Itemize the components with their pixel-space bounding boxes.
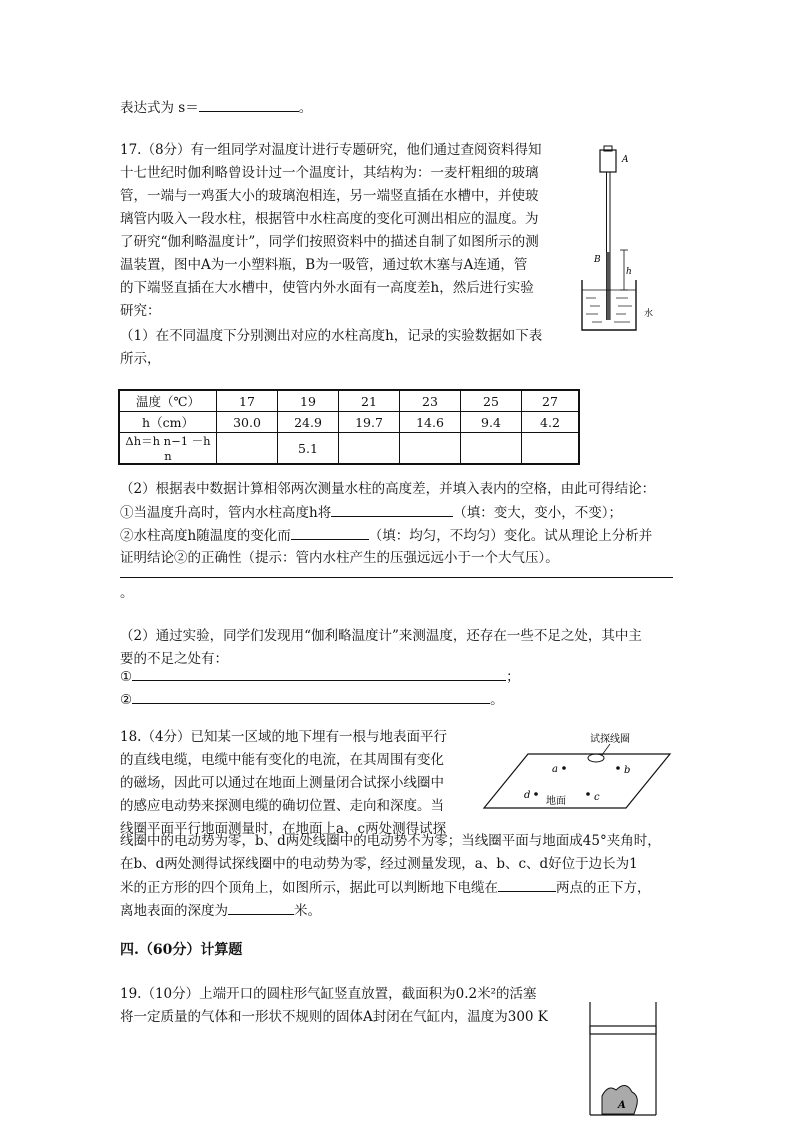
q17-line-4: 璃管内吸入一段水柱，根据管中水柱高度的变化可测出相应的温度。为 [120, 211, 539, 227]
conclusion-2-line-2: 证明结论②的正确性（提示：管内水柱产生的压强远远小于一个大气压）。 [120, 550, 559, 566]
conclusion-1 [120, 502, 622, 523]
point-c [586, 792, 590, 796]
row-header: h（cm） [119, 412, 217, 433]
row-header: Δh＝h n−1 －h n [119, 433, 217, 465]
table-row-delta [119, 433, 579, 465]
q19-line-1: 19.（10分）上端开口的圆柱形气缸竖直放置，截面积为0.2米²的活塞 [120, 986, 537, 1002]
conclusion-1-pre: ①当温度升高时，管内水柱高度h将 [120, 505, 332, 521]
table-cell [400, 433, 461, 465]
conclusion-2 [120, 525, 652, 546]
answer-blank [291, 525, 369, 540]
shortcoming-1-mark: ① [120, 669, 133, 685]
q17-part2-intro: （2）根据表中数据计算相邻两次测量水柱的高度差，并填入表内的空格，由此可得结论： [120, 481, 656, 497]
bottle-a [600, 150, 616, 172]
answer-end: 。 [120, 585, 134, 601]
answer-blank [132, 689, 490, 704]
q18-line-3: 的磁场，因此可以通过在地面上测量闭合试探小线圈中 [120, 775, 444, 791]
label-a: A [618, 1100, 626, 1111]
answer-line [120, 577, 673, 578]
label-a: a [552, 764, 558, 775]
table-cell: 25 [461, 390, 522, 412]
label-c: c [594, 792, 600, 803]
q18-line-7: 在b、d两处测得试探线圈中的电动势为零，经过测量发现，a、b、c、d好位于边长为1 [120, 856, 638, 872]
table-cell: 27 [522, 390, 580, 412]
table-row-temperature [119, 390, 579, 412]
answer-blank [199, 97, 299, 112]
table-cell: 9.4 [461, 412, 522, 433]
table-cell: 14.6 [400, 412, 461, 433]
conclusion-1-post: （填：变大，变小，不变）； [453, 505, 622, 521]
data-table [118, 389, 580, 465]
ground-plane [484, 754, 670, 808]
q17-line-3: 管，一端与一鸡蛋大小的玻璃泡相连，另一端竖直插在水槽中，并使玻 [120, 188, 539, 204]
shortcoming-1-end: ； [506, 669, 520, 685]
conclusion-2-post: （填：均匀，不均匀）变化。试从理论上分析并 [368, 528, 653, 544]
point-b [616, 766, 620, 770]
table-cell: 21 [339, 390, 400, 412]
answer-blank [331, 502, 453, 517]
row-header: 温度（℃） [119, 390, 217, 412]
q17-line-1: 17.（8分）有一组同学对温度计进行专题研究，他们通过查阅资料得知 [120, 142, 542, 158]
piston [590, 1026, 656, 1034]
q18-line-1: 18.（4分）已知某一区域的地下埋有一根与地表面平行 [120, 729, 448, 745]
answer-blank [498, 877, 556, 892]
shortcoming-2-end: 。 [490, 692, 504, 708]
table-cell: 17 [217, 390, 278, 412]
q18-line-8 [120, 877, 651, 898]
galileo-thermometer-figure [572, 140, 662, 340]
table-cell [461, 433, 522, 465]
q18-line-6: 线圈中的电动势为零，b、d两处线圈中的电动势不为零；当线圈平面与地面成45°夹角时， [120, 833, 661, 849]
table-cell [522, 433, 580, 465]
expr-prefix: 表达式为 s＝ [120, 100, 199, 116]
q17-part3-line-2: 要的不足之处有： [120, 651, 228, 667]
coil-label: 试探线圈 [590, 734, 630, 745]
table-cell [339, 433, 400, 465]
table-cell: 19 [278, 390, 339, 412]
coil-pointer [602, 744, 610, 755]
q17-line-5: 了研究“伽利略温度计”，同学们按照资料中的描述自制了如图所示的测 [120, 234, 539, 250]
q18-line-8-pre: 米的正方形的四个顶角上，如图所示，据此可以判断地下电缆在 [120, 880, 498, 896]
q18-line-5: 线圈平面平行地面测量时，在地面上a、c两处测得试探 [120, 821, 447, 837]
q18-line-9 [120, 900, 321, 921]
coil [588, 754, 604, 762]
shortcoming-1 [120, 666, 520, 687]
table-cell: 4.2 [522, 412, 580, 433]
water-column [607, 252, 611, 320]
q19-line-2: 将一定质量的气体和一形状不规则的固体A封闭在气缸内，温度为300 K [120, 1009, 548, 1025]
q17-part1-line-2: 所示， [120, 351, 161, 367]
q17-line-8: 研究： [120, 303, 161, 319]
q18-line-8-post: 两点的正下方， [556, 880, 651, 896]
conclusion-2-pre: ②水柱高度h随温度的变化而 [120, 528, 291, 544]
q17-line-6: 温装置，图中A为一小塑料瓶，B为一吸管，通过软木塞与A连通，管 [120, 257, 528, 273]
ground-coil-figure [478, 732, 674, 812]
q18-line-4: 的感应电动势来探测电缆的确切位置、走向和深度。当 [120, 798, 444, 814]
q18-line-2: 的直线电缆，电缆中能有变化的电流，在其周围有变化 [120, 752, 444, 768]
answer-blank [132, 666, 506, 681]
label-b: b [624, 765, 631, 776]
section-4-title: 四.（60分）计算题 [120, 942, 243, 958]
label-h: h [626, 267, 632, 277]
label-b: B [594, 255, 601, 265]
label-a: A [622, 155, 629, 165]
cylinder-figure [586, 1002, 662, 1118]
shortcoming-2 [120, 689, 504, 710]
q17-line-2: 十七世纪时伽利略曾设计过一个温度计，其结构为：一麦杆粗细的玻璃 [120, 165, 539, 181]
shortcoming-2-mark: ② [120, 692, 133, 708]
q17-part3-line-1: （2）通过实验，同学们发现用“伽利略温度计”来测温度，还存在一些不足之处，其中主 [120, 628, 642, 644]
label-d: d [524, 790, 531, 801]
table-cell: 19.7 [339, 412, 400, 433]
label-water: 水 [644, 309, 654, 319]
expr-suffix: 。 [298, 100, 313, 116]
q18-line-9-post: 米。 [294, 903, 321, 919]
point-a [562, 766, 566, 770]
table-cell [217, 433, 278, 465]
table-cell: 23 [400, 390, 461, 412]
point-d [534, 792, 538, 796]
answer-blank [228, 900, 294, 915]
expr-line [120, 97, 312, 118]
q18-line-9-pre: 离地表面的深度为 [120, 903, 228, 919]
table-cell: 5.1 [278, 433, 339, 465]
table-cell: 24.9 [278, 412, 339, 433]
table-row-height [119, 412, 579, 433]
q17-line-7: 的下端竖直插在大水槽中，使管内外水面有一高度差h，然后进行实验 [120, 280, 534, 296]
ground-label: 地面 [546, 796, 566, 807]
table-cell: 30.0 [217, 412, 278, 433]
q17-part1-line-1: （1）在不同温度下分别测出对应的水柱高度h，记录的实验数据如下表 [120, 328, 543, 344]
